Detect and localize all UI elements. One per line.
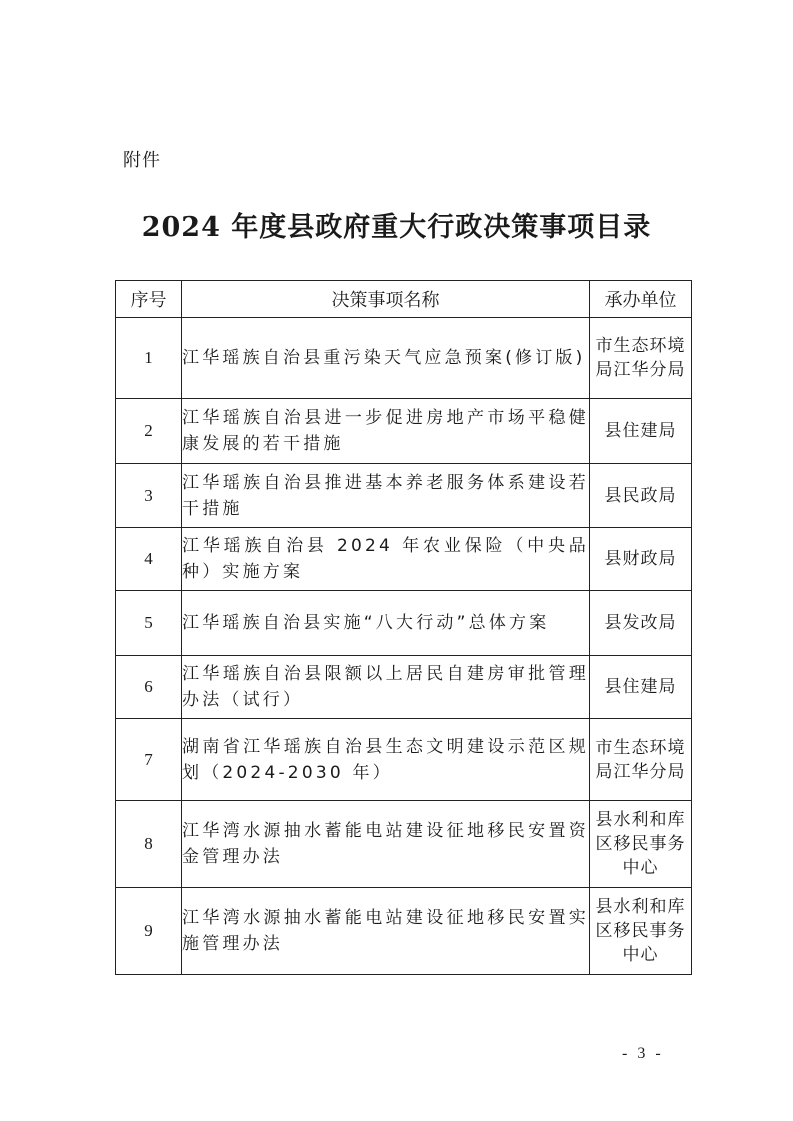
- row-name: 江华湾水源抽水蓄能电站建设征地移民安置实施管理办法: [182, 888, 590, 975]
- row-no: 8: [116, 801, 182, 888]
- table-row: [116, 591, 692, 656]
- header-no: 序号: [116, 281, 182, 318]
- table-row: [116, 719, 692, 801]
- row-no: 4: [116, 528, 182, 591]
- row-org: 县水利和库区移民事务中心: [590, 888, 692, 975]
- table-row: [116, 318, 692, 399]
- table-row: [116, 399, 692, 464]
- table-row: [116, 528, 692, 591]
- row-org: 市生态环境局江华分局: [590, 719, 692, 801]
- row-name: 江华瑶族自治县推进基本养老服务体系建设若干措施: [182, 464, 590, 528]
- row-name: 江华瑶族自治县 2024 年农业保险（中央品种）实施方案: [182, 528, 590, 591]
- row-org: 县水利和库区移民事务中心: [590, 801, 692, 888]
- row-org: 市生态环境局江华分局: [590, 318, 692, 399]
- row-no: 1: [116, 318, 182, 399]
- row-org: 县民政局: [590, 464, 692, 528]
- table-row: [116, 888, 692, 975]
- row-name: 江华湾水源抽水蓄能电站建设征地移民安置资金管理办法: [182, 801, 590, 888]
- row-org: 县发改局: [590, 591, 692, 656]
- row-name: 江华瑶族自治县限额以上居民自建房审批管理办法（试行）: [182, 656, 590, 719]
- row-org: 县住建局: [590, 656, 692, 719]
- table-row: [116, 464, 692, 528]
- row-name: 江华瑶族自治县重污染天气应急预案(修订版): [182, 318, 590, 399]
- row-org: 县住建局: [590, 399, 692, 464]
- row-no: 5: [116, 591, 182, 656]
- page-number: - 3 -: [622, 1045, 664, 1062]
- header-org: 承办单位: [590, 281, 692, 318]
- header-name: 决策事项名称: [182, 281, 590, 318]
- row-no: 3: [116, 464, 182, 528]
- row-name: 江华瑶族自治县进一步促进房地产市场平稳健康发展的若干措施: [182, 399, 590, 464]
- row-name: 江华瑶族自治县实施“八大行动”总体方案: [182, 591, 590, 656]
- row-org: 县财政局: [590, 528, 692, 591]
- row-name: 湖南省江华瑶族自治县生态文明建设示范区规划（2024-2030 年）: [182, 719, 590, 801]
- row-no: 7: [116, 719, 182, 801]
- attachment-label: 附件: [123, 150, 161, 171]
- row-no: 6: [116, 656, 182, 719]
- table-row: [116, 801, 692, 888]
- table-header-row: [116, 281, 692, 318]
- page-title: 2024 年度县政府重大行政决策事项目录: [141, 212, 652, 243]
- row-no: 2: [116, 399, 182, 464]
- decision-catalog-table: [115, 280, 692, 975]
- row-no: 9: [116, 888, 182, 975]
- table-row: [116, 656, 692, 719]
